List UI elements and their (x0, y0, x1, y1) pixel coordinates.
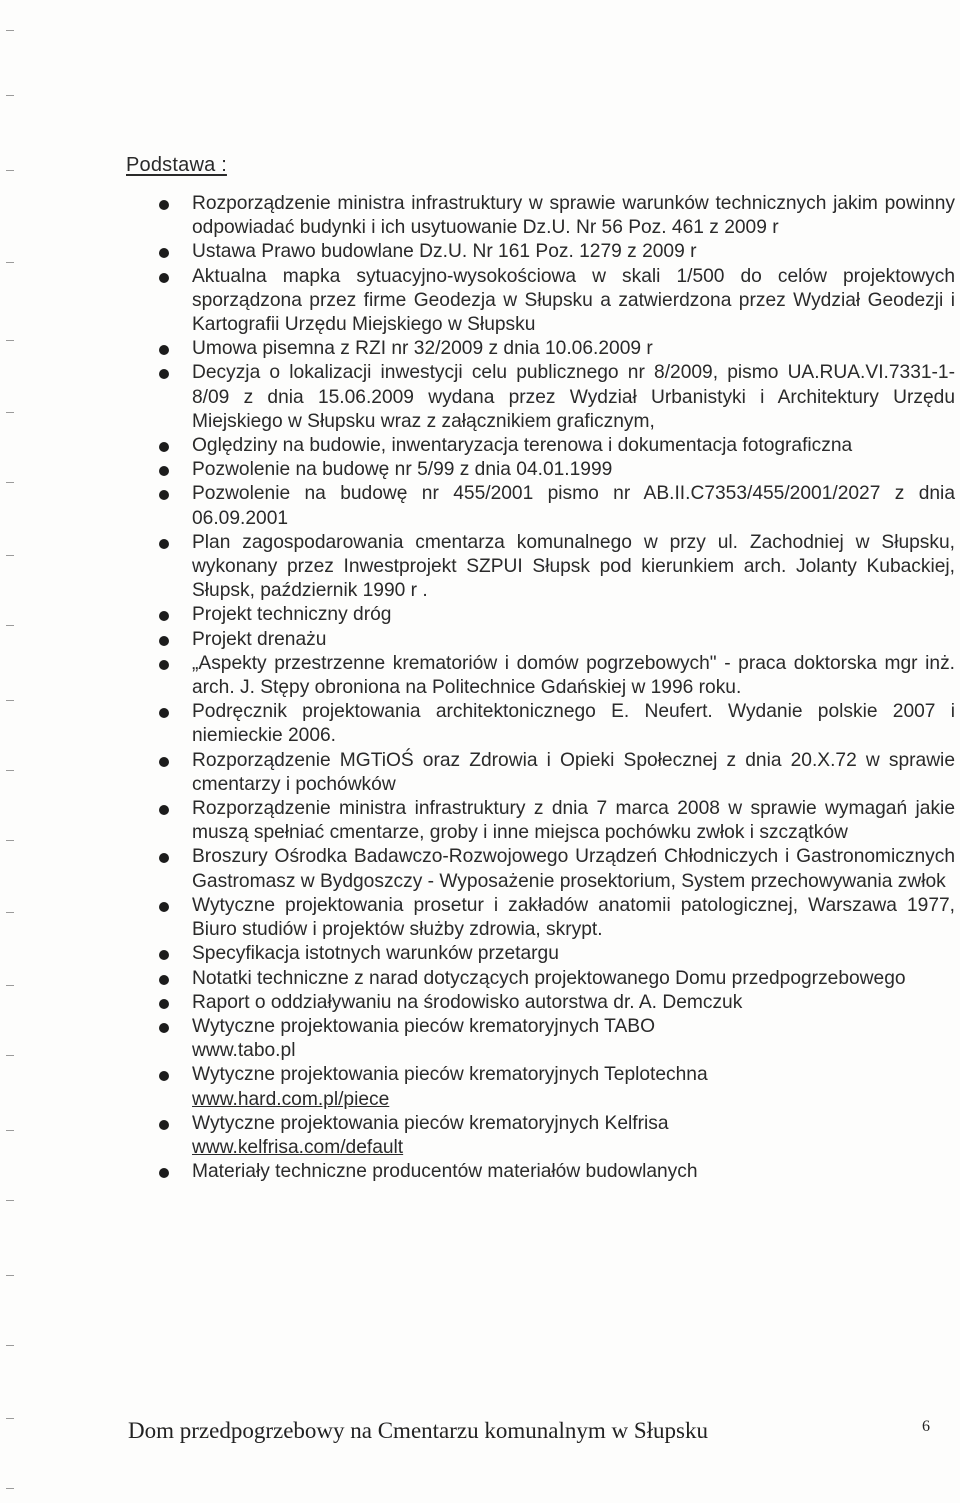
list-item: Pozwolenie na budowę nr 455/2001 pismo nr AB.II.C7353/455/2001/2027 z dnia 06.09.2001 (155, 482, 955, 530)
link-hard[interactable]: www.hard.com.pl/piece (192, 1088, 390, 1110)
list-item: Decyzja o lokalizacji inwestycji celu publicznego nr 8/2009, pismo UA.RUA.VI.7331-1-8/09 z dnia 15.06.2009 wydana przez Wydział Urbanistyki i Architektury Urzędu Miejskiego w Słupsku wraz z załącznikiem graficznym, (155, 361, 955, 434)
list-item: Podręcznik projektowania architektonicznego E. Neufert. Wydanie polskie 2007 i niemieckie 2006. (155, 700, 955, 748)
list-item: Oględziny na budowie, inwentaryzacja terenowa i dokumentacja fotograficzna (155, 434, 955, 458)
list-item: Plan zagospodarowania cmentarza komunalnego w przy ul. Zachodniej w Słupsku, wykonany przez Inwestprojekt SZPUI Słupsk pod kierunkiem arch. Jolanty Kubackiej, Słupsk, październik 1990 r . (155, 531, 955, 604)
list-item: Specyfikacja istotnych warunków przetargu (155, 942, 955, 966)
section-heading: Podstawa : (126, 154, 227, 176)
list-item: Wytyczne projektowania prosetur i zakładów anatomii patologicznej, Warszawa 1977, Biuro studiów i projektów służby zdrowia, skrypt. (155, 894, 955, 942)
list-item: Projekt drenażu (155, 628, 955, 652)
list-item: Rozporządzenie ministra infrastruktury w sprawie warunków technicznych jakim powinny odpowiadać budynki i ich usytuowanie Dz.U. Nr 56 Poz. 461 z 2009 r (155, 192, 955, 240)
list-item: Wytyczne projektowania pieców krematoryjnych Teplotechna www.hard.com.pl/piece (155, 1063, 955, 1111)
reference-list (155, 192, 955, 1184)
list-item: Materiały techniczne producentów materiałów budowlanych (155, 1160, 955, 1184)
list-item: Umowa pisemna z RZI nr 32/2009 z dnia 10.06.2009 r (155, 337, 955, 361)
list-item: Aktualna mapka sytuacyjno-wysokościowa w skali 1/500 do celów projektowych sporządzona przez firme Geodezja w Słupsku a zatwierdzona przez Wydział Geodezji i Kartografii Urzędu Miejskiego w Słupsku (155, 265, 955, 338)
list-item: Projekt techniczny dróg (155, 603, 955, 627)
list-item: Wytyczne projektowania pieców krematoryjnych Kelfrisa www.kelfrisa.com/default (155, 1112, 955, 1160)
list-item: Pozwolenie na budowę nr 5/99 z dnia 04.01.1999 (155, 458, 955, 482)
list-item: Notatki techniczne z narad dotyczących projektowanego Domu przedpogrzebowego (155, 967, 955, 991)
list-item: Broszury Ośrodka Badawczo-Rozwojowego Urządzeń Chłodniczych i Gastronomicznych Gastromasz w Bydgoszczy - Wyposażenie prosektorium, System przechowywania zwłok (155, 845, 955, 893)
margin-ruler (6, 0, 16, 1503)
page-number: 6 (922, 1418, 930, 1435)
list-item: Rozporządzenie MGTiOŚ oraz Zdrowia i Opieki Społecznej z dnia 20.X.72 w sprawie cmentarzy i pochówków (155, 749, 955, 797)
link-tabo[interactable]: www.tabo.pl (192, 1040, 296, 1062)
list-item: Raport o oddziaływaniu na środowisko autorstwa dr. A. Demczuk (155, 991, 955, 1015)
link-kelfrisa[interactable]: www.kelfrisa.com/default (192, 1136, 404, 1158)
list-item: „Aspekty przestrzenne krematoriów i domów pogrzebowych" - praca doktorska mgr inż. arch. J. Stępy obroniona na Politechnice Gdańskiej w 1996 roku. (155, 652, 955, 700)
list-item: Wytyczne projektowania pieców krematoryjnych TABO www.tabo.pl (155, 1015, 955, 1063)
list-item: Rozporządzenie ministra infrastruktury z dnia 7 marca 2008 w sprawie wymagań jakie muszą spełniać cmentarze, groby i inne miejsca pochówku zwłok i szczątków (155, 797, 955, 845)
list-item: Ustawa Prawo budowlane Dz.U. Nr 161 Poz. 1279 z 2009 r (155, 240, 955, 264)
page-footer: Dom przedpogrzebowy na Cmentarzu komunalnym w Słupsku (128, 1418, 708, 1443)
